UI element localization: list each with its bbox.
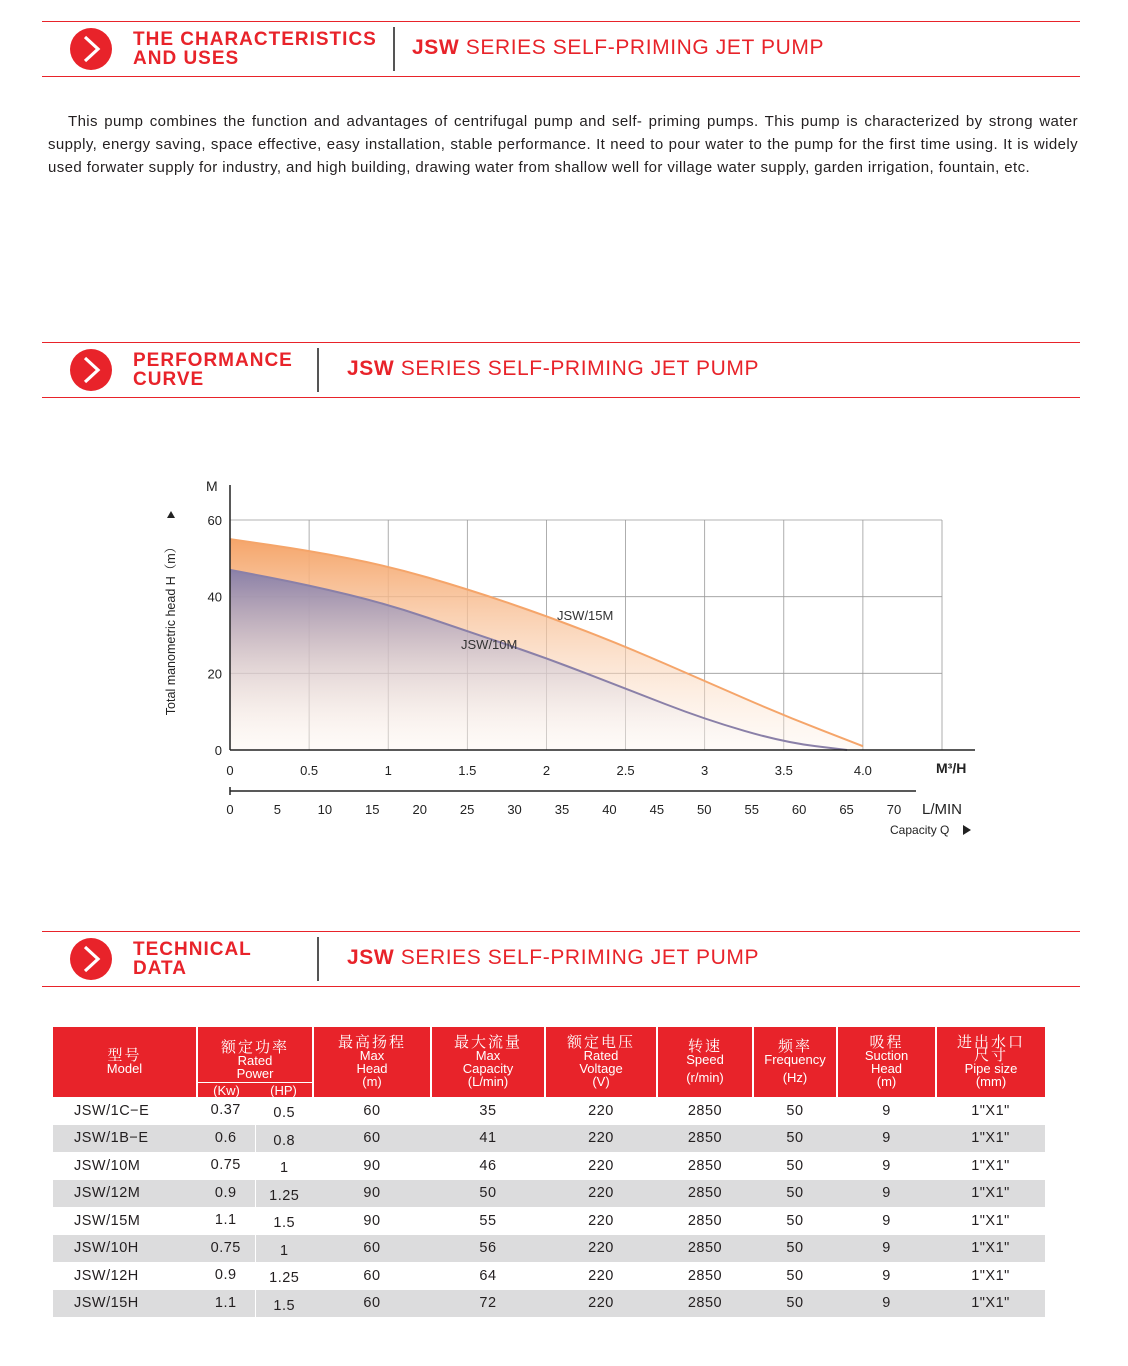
intro-paragraph: This pump combines the function and advantages of centrifugal pump and self- priming pumps. This pump is characterized by strong water supply, energy saving, space effective, easy installation, stable performance. It need to pour water to the pump for the first time using. It is widely used forwater supply for industry, and high building, drawing water from shallow well for village water supply, garden irrigation, fountain, etc. (48, 113, 1078, 176)
chevron-right-icon (69, 348, 113, 392)
cell-power-hp: 1 (255, 1152, 314, 1180)
section-header-performance (42, 342, 1080, 398)
cell-max-capacity: 50 (431, 1180, 545, 1208)
cell-power-kw: 0.6 (214, 1129, 237, 1146)
cell-suction-head: 9 (882, 1212, 891, 1229)
table-row (53, 1207, 1045, 1235)
x2-tick-label: 35 (554, 802, 570, 817)
table-row (53, 1152, 1045, 1180)
cell-max-head: 60 (313, 1290, 431, 1318)
cell-power-kw: 0.75 (210, 1157, 241, 1173)
cell-max-capacity: 46 (479, 1157, 497, 1174)
cell-power (197, 1262, 313, 1290)
y-tick-label: 60 (207, 513, 222, 528)
col-rated-power: 额定功率 Rated Power (Kw) (HP) (197, 1027, 313, 1097)
cell-frequency: 50 (753, 1125, 837, 1153)
cell-power (197, 1097, 313, 1125)
cell-power-kw: 1.1 (214, 1294, 237, 1311)
technical-data-table (53, 1027, 1045, 1317)
x-tick-label: 3.5 (774, 763, 793, 778)
cell-frequency: 50 (786, 1157, 804, 1174)
chevron-right-icon (69, 27, 113, 71)
section-subtitle: JSW SERIES SELF-PRIMING JET PUMP (412, 36, 825, 59)
cell-power-kw: 0.9 (214, 1267, 237, 1283)
cell-max-capacity: 41 (431, 1125, 545, 1153)
cell-max-capacity: 56 (431, 1235, 545, 1263)
x-tick-label: 2.5 (616, 763, 635, 778)
cell-voltage: 220 (545, 1125, 657, 1153)
table-row (53, 1262, 1045, 1290)
cell-speed: 2850 (657, 1235, 753, 1263)
cell-power-kw: 1.1 (214, 1212, 237, 1228)
x2-tick-label: 60 (791, 802, 807, 817)
col-speed: 转速 Speed (r/min) (657, 1027, 753, 1097)
cell-voltage: 220 (545, 1235, 657, 1263)
cell-power (197, 1207, 313, 1235)
cell-power (197, 1290, 313, 1318)
cell-model: JSW/15H (53, 1290, 197, 1318)
cell-speed: 2850 (657, 1180, 753, 1208)
cell-power-kw: 0.75 (210, 1239, 241, 1256)
series-label: JSW/10M (461, 637, 518, 652)
cell-model: JSW/12H (74, 1267, 139, 1284)
col-frequency: 频率 Frequency (Hz) (753, 1027, 837, 1097)
y-axis-title: Total manometric head H（m） (164, 540, 178, 716)
cell-max-head: 90 (363, 1157, 381, 1174)
cell-suction-head: 9 (837, 1180, 936, 1208)
cell-pipe-size: 1"X1" (936, 1180, 1045, 1208)
cell-suction-head: 9 (837, 1235, 936, 1263)
y-tick-label: 20 (207, 666, 222, 682)
cell-max-head: 60 (363, 1267, 381, 1284)
x2-tick-label: 70 (886, 802, 902, 817)
x2-tick-label: 10 (317, 802, 333, 817)
cell-model: JSW/1C−E (74, 1102, 150, 1119)
cell-suction-head: 9 (882, 1267, 891, 1284)
divider (393, 27, 395, 71)
col-max-head: 最高扬程 Max Head (m) (313, 1027, 431, 1097)
chevron-right-icon (69, 937, 113, 981)
x2-unit-label: L/MIN (922, 801, 963, 818)
x2-tick-label: 30 (507, 802, 522, 817)
x2-tick-label: 15 (365, 802, 380, 817)
cell-model: JSW/10H (53, 1235, 197, 1263)
cell-power (197, 1235, 313, 1263)
cell-speed: 2850 (687, 1212, 723, 1229)
cell-speed: 2850 (687, 1102, 723, 1119)
cell-power-hp: 1.5 (255, 1207, 314, 1235)
x2-tick-label: 45 (649, 802, 665, 817)
col-max-capacity: 最大流量 Max Capacity (L/min) (431, 1027, 545, 1097)
table-row (53, 1180, 1045, 1208)
cell-max-capacity: 72 (431, 1290, 545, 1318)
cell-power-hp: 0.8 (255, 1125, 314, 1153)
x-tick-label: 1 (384, 763, 392, 778)
cell-model: JSW/15M (74, 1212, 141, 1229)
cell-model: JSW/1B−E (53, 1125, 197, 1153)
x2-tick-label: 65 (839, 802, 854, 817)
section-title: THE CHARACTERISTICS AND USES (133, 29, 377, 69)
cell-voltage: 220 (588, 1212, 614, 1229)
cell-max-head: 90 (363, 1212, 381, 1229)
cell-power-hp: 0.5 (255, 1097, 314, 1125)
cell-power-kw: 0.9 (214, 1184, 237, 1201)
y-tick-label: 0 (214, 743, 222, 758)
table-row (53, 1290, 1045, 1318)
cell-pipe-size: 1"X1" (936, 1125, 1045, 1153)
divider (317, 348, 319, 392)
x-tick-label: 0.5 (300, 763, 319, 778)
x-tick-label: 1.5 (458, 763, 477, 778)
triangle-up-icon (167, 511, 175, 518)
cell-max-capacity: 35 (479, 1102, 497, 1119)
cell-model: JSW/12M (53, 1180, 197, 1208)
cell-suction-head: 9 (837, 1125, 936, 1153)
section-title: TECHNICAL DATA (133, 939, 252, 979)
y-tick-label: 40 (207, 589, 222, 605)
x2-tick-label: 50 (697, 802, 712, 817)
cell-frequency: 50 (753, 1235, 837, 1263)
cell-speed: 2850 (657, 1290, 753, 1318)
x2-tick-label: 25 (459, 802, 475, 817)
cell-max-head: 60 (313, 1125, 431, 1153)
cell-power-hp: 1.25 (255, 1180, 314, 1208)
cell-pipe-size: 1"X1" (971, 1212, 1010, 1229)
performance-curve-chart (150, 470, 990, 850)
cell-frequency: 50 (786, 1267, 804, 1284)
x-unit-label: M³/H (936, 760, 967, 776)
cell-model: JSW/10M (74, 1157, 141, 1174)
cell-power-hp: 1.25 (255, 1262, 314, 1290)
table-row (53, 1125, 1045, 1153)
cell-pipe-size: 1"X1" (971, 1157, 1010, 1174)
cell-frequency: 50 (753, 1180, 837, 1208)
x2-tick-label: 40 (602, 802, 617, 817)
cell-power (197, 1180, 313, 1208)
section-header-characteristics (42, 21, 1080, 77)
cell-speed: 2850 (657, 1125, 753, 1153)
col-model: 型号 Model (53, 1027, 197, 1097)
cell-frequency: 50 (786, 1212, 804, 1229)
cell-max-capacity: 55 (479, 1212, 497, 1229)
cell-speed: 2850 (687, 1267, 723, 1284)
cell-max-head: 60 (363, 1102, 381, 1119)
divider (317, 937, 319, 981)
cell-suction-head: 9 (882, 1102, 891, 1119)
cell-voltage: 220 (545, 1290, 657, 1318)
x-tick-label: 2 (542, 763, 551, 778)
cell-power-kw: 0.37 (210, 1102, 241, 1118)
cell-pipe-size: 1"X1" (936, 1235, 1045, 1263)
cell-suction-head: 9 (882, 1157, 891, 1174)
table-row (53, 1097, 1045, 1125)
x-tick-label: 4.0 (853, 763, 872, 778)
section-subtitle: JSW SERIES SELF-PRIMING JET PUMP (347, 357, 760, 380)
col-suction-head: 吸程 Suction Head (m) (837, 1027, 936, 1097)
cell-frequency: 50 (786, 1102, 804, 1119)
x2-tick-label: 20 (412, 802, 427, 817)
x2-tick-label: 0 (226, 802, 234, 817)
cell-power-hp: 1.5 (255, 1290, 314, 1318)
cell-voltage: 220 (545, 1180, 657, 1208)
table-row (53, 1235, 1045, 1263)
section-title: PERFORMANCE CURVE (133, 350, 293, 390)
cell-voltage: 220 (588, 1267, 614, 1284)
y-unit-label: M (206, 478, 218, 494)
section-header-technical (42, 931, 1080, 987)
cell-power (197, 1125, 313, 1153)
cell-max-head: 90 (313, 1180, 431, 1208)
section-subtitle: JSW SERIES SELF-PRIMING JET PUMP (347, 946, 760, 969)
cell-voltage: 220 (588, 1157, 614, 1174)
cell-pipe-size: 1"X1" (936, 1290, 1045, 1318)
cell-suction-head: 9 (837, 1290, 936, 1318)
cell-frequency: 50 (753, 1290, 837, 1318)
cell-pipe-size: 1"X1" (971, 1267, 1010, 1284)
cell-power (197, 1152, 313, 1180)
cell-voltage: 220 (588, 1102, 614, 1119)
series-label: JSW/15M (557, 608, 614, 623)
cell-pipe-size: 1"X1" (971, 1102, 1010, 1119)
x2-axis-title: Capacity Q (890, 823, 950, 837)
x2-tick-label: 55 (744, 802, 759, 817)
x-tick-label: 3 (701, 763, 709, 778)
col-rated-voltage: 额定电压 Rated Voltage (V) (545, 1027, 657, 1097)
col-pipe-size: 进出水口 尺寸 Pipe size (mm) (936, 1027, 1045, 1097)
x2-tick-label: 5 (273, 802, 282, 817)
triangle-right-icon (963, 825, 971, 835)
cell-max-head: 60 (313, 1235, 431, 1263)
cell-speed: 2850 (687, 1157, 723, 1174)
cell-max-capacity: 64 (479, 1267, 497, 1284)
cell-power-hp: 1 (255, 1235, 314, 1263)
x-tick-label: 0 (226, 763, 234, 778)
